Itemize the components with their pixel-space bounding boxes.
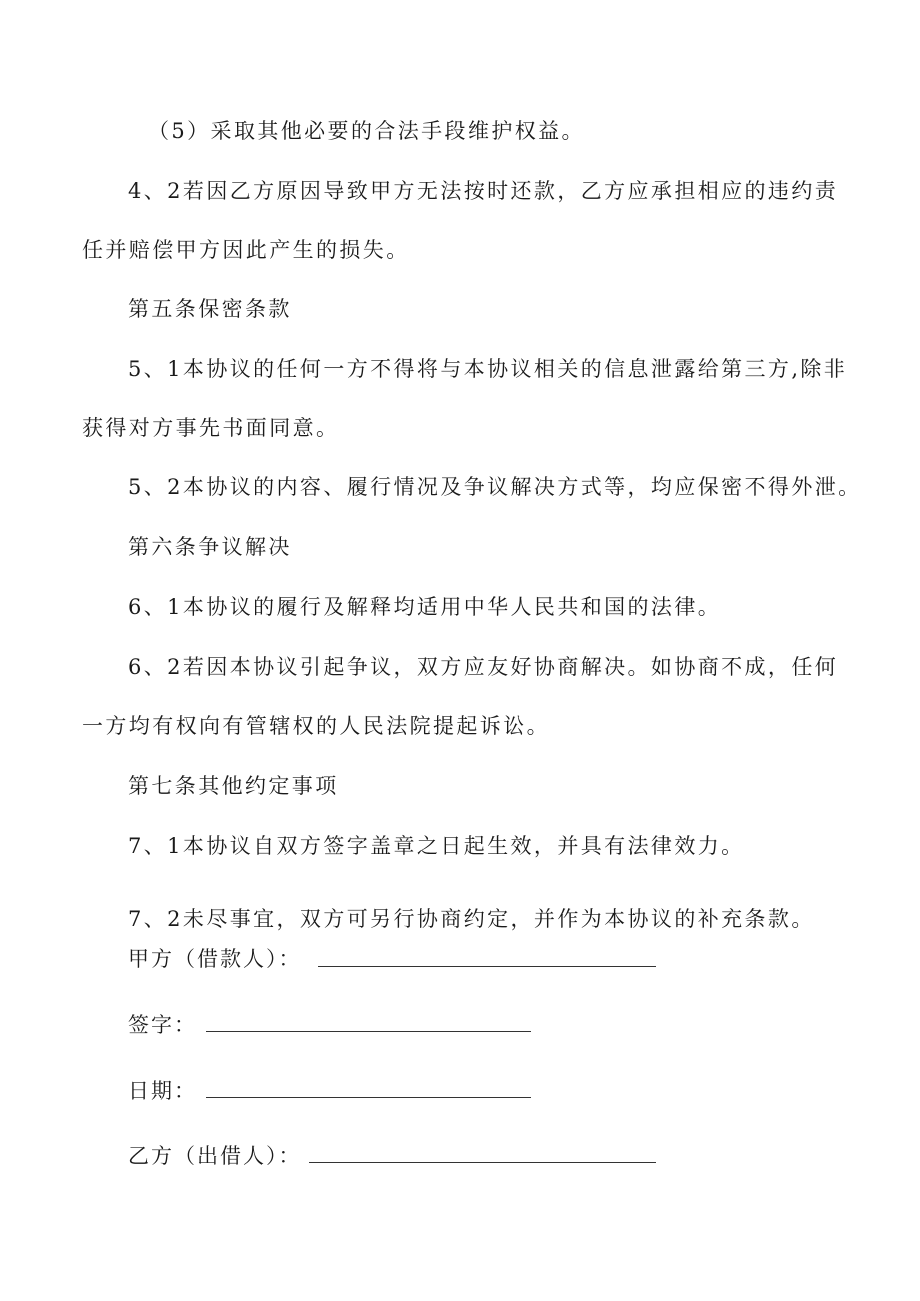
- sign-blank-line[interactable]: [206, 1031, 531, 1032]
- article-5-heading: 第五条保密条款: [128, 297, 292, 321]
- clause-4-1-item-5: （5）采取其他必要的合法手段维护权益。: [148, 119, 585, 143]
- date-blank-line[interactable]: [206, 1097, 531, 1098]
- clause-4-2-line-2: 任并赔偿甲方因此产生的损失。: [82, 238, 410, 262]
- article-7-heading: 第七条其他约定事项: [128, 774, 339, 798]
- clause-6-2-line-2: 一方均有权向有管辖权的人民法院提起诉讼。: [82, 714, 550, 738]
- clause-6-1: 6、1本协议的履行及解释均适用中华人民共和国的法律。: [128, 595, 722, 619]
- party-a-blank-line[interactable]: [318, 966, 656, 967]
- date-label: 日期：: [128, 1079, 197, 1103]
- clause-6-2-line-1: 6、2若因本协议引起争议，双方应友好协商解决。如协商不成，任何: [128, 655, 839, 679]
- party-b-blank-line[interactable]: [309, 1162, 656, 1163]
- party-a-label: 甲方（借款人）：: [128, 947, 302, 971]
- clause-5-2: 5、2本协议的内容、履行情况及争议解决方式等，均应保密不得外泄。: [128, 475, 862, 499]
- clause-7-1: 7、1本协议自双方签字盖章之日起生效，并具有法律效力。: [128, 834, 745, 858]
- party-b-label: 乙方（出借人）：: [128, 1144, 302, 1168]
- article-6-heading: 第六条争议解决: [128, 535, 292, 559]
- clause-7-2: 7、2未尽事宜，双方可另行协商约定，并作为本协议的补充条款。: [128, 907, 815, 931]
- clause-5-1-line-2: 获得对方事先书面同意。: [82, 416, 340, 440]
- sign-label: 签字：: [128, 1013, 197, 1037]
- clause-5-1-line-1: 5、1本协议的任何一方不得将与本协议相关的信息泄露给第三方,除非: [128, 357, 848, 381]
- clause-4-2-line-1: 4、2若因乙方原因导致甲方无法按时还款，乙方应承担相应的违约责: [128, 179, 839, 203]
